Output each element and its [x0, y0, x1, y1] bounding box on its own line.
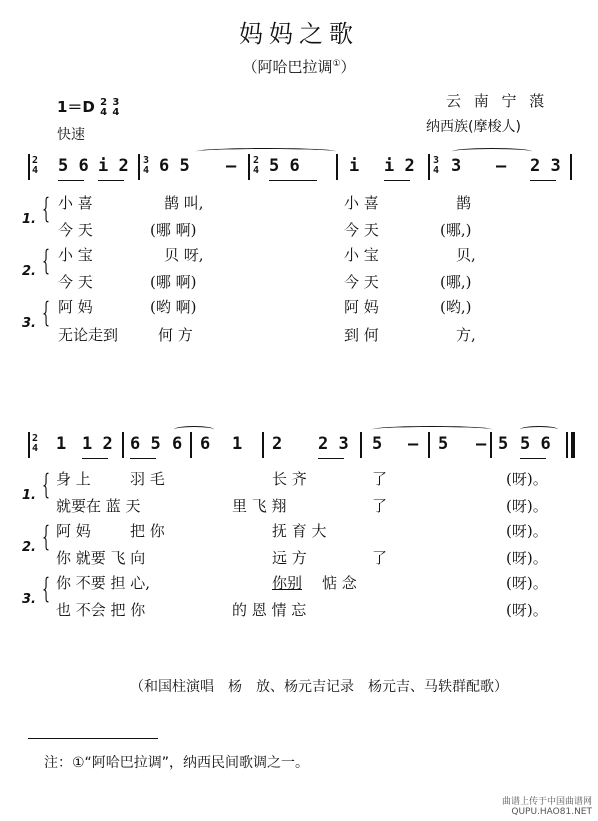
time-signature-start: 2 4 — [32, 155, 39, 176]
lyric: (哪 啊) — [150, 221, 197, 239]
tie-arc — [520, 426, 558, 433]
time-signature-change: 3 4 — [433, 155, 440, 176]
song-subtitle — [0, 56, 598, 77]
beam-line — [58, 180, 84, 181]
lyric: 贝 呀, — [164, 246, 204, 264]
lyric: 羽 毛 — [130, 470, 165, 488]
note-group: i 2 — [384, 156, 415, 176]
lyric: (呀)。 — [506, 574, 548, 592]
verse-number: 1. — [22, 488, 36, 503]
lyric: (哪 啊) — [150, 273, 197, 291]
tie-arc — [196, 148, 336, 155]
note-group: i — [349, 156, 360, 176]
lyric: 抚 育 大 — [272, 522, 327, 540]
barline — [570, 154, 572, 180]
note-group: 2 — [272, 434, 283, 454]
verse-number: 2. — [22, 264, 36, 279]
lyric: (哪,) — [440, 221, 472, 239]
time-signature-b: 3 4 — [112, 96, 120, 118]
barline — [122, 432, 124, 458]
lyric: 长 齐 — [272, 470, 307, 488]
lyric: 到 何 — [344, 326, 379, 344]
lyric: 了 — [372, 497, 388, 515]
lyric: 今 天 — [344, 221, 379, 239]
verse-brace: { — [42, 244, 51, 277]
verse-brace: { — [42, 192, 51, 225]
beam-line — [530, 180, 556, 181]
note-group: 5 — [372, 434, 383, 454]
note-group: 6 — [200, 434, 211, 454]
watermark — [502, 794, 592, 817]
note-group: 1 2 — [82, 434, 113, 454]
lyric: (呀)。 — [506, 549, 548, 567]
verse-number: 2. — [22, 540, 36, 555]
subtitle-footnote-ref: ① — [332, 59, 341, 69]
barline — [28, 154, 30, 180]
lyric: 惦 念 — [322, 574, 357, 592]
beam-line — [269, 180, 317, 181]
note-group: 2 3 — [318, 434, 349, 454]
final-barline-thick — [571, 432, 575, 458]
verse-number: 1. — [22, 212, 36, 227]
lyric: 方, — [456, 326, 476, 344]
key-label: 1＝D — [57, 98, 95, 116]
lyric: 小 宝 — [58, 246, 93, 264]
tie-arc — [452, 148, 532, 155]
lyric: 就要在 蓝 天 — [56, 497, 141, 515]
time-signature-change: 3 4 — [143, 155, 150, 176]
beam-line — [520, 458, 546, 459]
beam-line — [384, 180, 410, 181]
note-group: 5 6 — [58, 156, 89, 176]
lyric: 你 就要 飞 向 — [56, 549, 146, 567]
lyric: 小 喜 — [344, 194, 379, 212]
lyric: 阿 妈 — [344, 298, 379, 316]
beam-line — [98, 180, 124, 181]
barline — [138, 154, 140, 180]
note-group: 5 — [438, 434, 449, 454]
note-group: i 2 — [98, 156, 129, 176]
lyric: 今 天 — [344, 273, 379, 291]
barline — [262, 432, 264, 458]
lyric: 小 宝 — [344, 246, 379, 264]
lyric: 你 不要 担 心, — [56, 574, 151, 592]
performance-credits: （和国柱演唱 杨 放、杨元吉记录 杨元吉、马轶群配歌） — [130, 679, 508, 695]
lyric: (哪,) — [440, 273, 472, 291]
lyric: 鹊 叫, — [164, 194, 204, 212]
verse-number: 3. — [22, 592, 36, 607]
note-group: 3 — [451, 156, 462, 176]
lyric: 身 上 — [56, 470, 91, 488]
lyric: 也 不会 把 你 — [56, 601, 146, 619]
verse-brace: { — [42, 468, 51, 501]
subtitle-close: ） — [340, 58, 356, 76]
note-dash: – — [226, 156, 237, 176]
lyric: 了 — [372, 549, 388, 567]
watermark-line1: 曲谱上传于中国曲谱网 — [501, 797, 592, 807]
subtitle-text: （阿哈巴拉调 — [242, 58, 333, 76]
barline — [248, 154, 250, 180]
lyric: 的 恩 情 忘 — [232, 601, 307, 619]
lyric: (呀)。 — [506, 601, 548, 619]
watermark-line2: QUPU.HAO81.NET — [511, 807, 592, 817]
origin-ethnicity: 纳西族(摩梭人) — [426, 119, 521, 135]
lyric: 里 飞 翔 — [232, 497, 287, 515]
lyric: (呀)。 — [506, 522, 548, 540]
origin-region: 云 南 宁 蒗 — [446, 92, 549, 110]
verse-brace: { — [42, 520, 51, 553]
lyric: 今 天 — [58, 221, 93, 239]
lyric: 把 你 — [130, 522, 165, 540]
note-group: 5 — [498, 434, 509, 454]
final-barline-thin — [566, 432, 568, 458]
lyric: (哟 啊) — [150, 298, 197, 316]
barline — [428, 154, 430, 180]
barline — [336, 154, 338, 180]
note-group: 2 3 — [530, 156, 561, 176]
lyric: 阿 妈 — [56, 522, 91, 540]
song-title: 妈妈之歌 — [239, 20, 359, 48]
verse-brace: { — [42, 572, 51, 605]
beam-line — [82, 458, 108, 459]
note-group: 6 — [172, 434, 183, 454]
time-signature-start: 2 4 — [32, 433, 39, 454]
verse-brace: { — [42, 296, 51, 329]
lyric: 小 喜 — [58, 194, 93, 212]
note-dash: – — [476, 434, 487, 454]
lyric: (呀)。 — [506, 497, 548, 515]
lyric: 鹊 — [456, 194, 472, 212]
barline — [28, 432, 30, 458]
beam-line — [130, 458, 156, 459]
note-group: 6 5 — [130, 434, 161, 454]
note-group: 6 5 — [159, 156, 190, 176]
time-signature-change: 2 4 — [253, 155, 260, 176]
key-signature — [57, 96, 119, 118]
lyric: 了 — [372, 470, 388, 488]
tempo-marking: 快速 — [57, 127, 85, 143]
note-group: 1 — [232, 434, 243, 454]
note-group: 1 — [56, 434, 67, 454]
lyric: 无论走到 — [58, 326, 119, 344]
lyric: 阿 妈 — [58, 298, 93, 316]
lyric-underlined: 你别 — [272, 574, 303, 592]
lyric: (呀)。 — [506, 470, 548, 488]
note-dash: – — [496, 156, 507, 176]
verse-number: 3. — [22, 316, 36, 331]
lyric: (哟,) — [440, 298, 472, 316]
beam-line — [318, 458, 344, 459]
tie-arc — [174, 426, 214, 433]
barline — [490, 432, 492, 458]
note-group: 5 6 — [269, 156, 300, 176]
time-signature-a: 2 4 — [100, 96, 108, 118]
footnote-divider — [28, 738, 158, 739]
tie-arc — [372, 426, 492, 433]
lyric: 远 方 — [272, 549, 307, 567]
barline — [428, 432, 430, 458]
lyric: 今 天 — [58, 273, 93, 291]
note-dash: – — [408, 434, 419, 454]
barline — [360, 432, 362, 458]
footnote: 注：①“阿哈巴拉调”，纳西民间歌调之一。 — [44, 755, 310, 771]
barline — [190, 432, 192, 458]
lyric: 何 方 — [158, 326, 193, 344]
lyric: 贝, — [456, 246, 476, 264]
note-group: 5 6 — [520, 434, 551, 454]
